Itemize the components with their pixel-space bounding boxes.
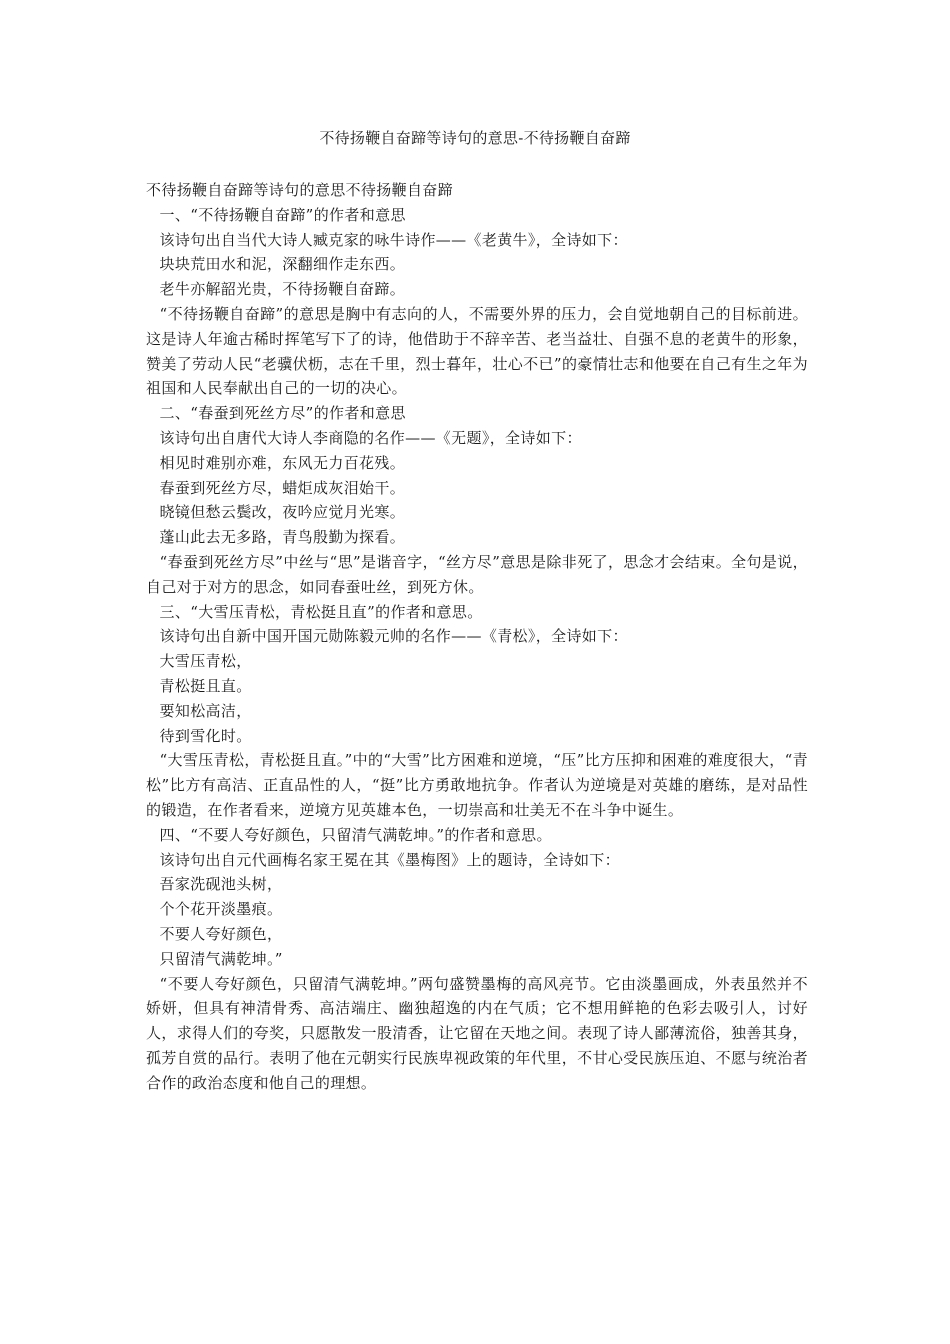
section-explanation: “不要人夸好颜色，只留清气满乾坤。”两句盛赞墨梅的高风亮节。它由淡墨画成，外表虽然并不娇妍，但具有神清骨秀、高洁端庄、幽独超逸的内在气质；它不想用鲜艳的色彩去吸引人，讨好人，求得人们的夸奖，只愿散发一股清香，让它留在天地之间。表现了诗人鄙薄流俗，独善其身，孤芳自赏的品行。表明了他在元朝实行民族卑视政策的年代里，不甘心受民族压迫、不愿与统治者合作的政治态度和他自己的理想。	[146, 974, 808, 1092]
poem-line: 要知松高洁，	[159, 701, 252, 720]
section-intro: 该诗句出自唐代大诗人李商隐的名作——《无题》，全诗如下：	[159, 428, 582, 447]
poem-line: 个个花开淡墨痕。	[159, 900, 283, 919]
section-heading: 二、“春蚕到死丝方尽”的作者和意思	[159, 404, 406, 423]
poem-line: 相见时难别亦难，东风无力百花残。	[159, 453, 406, 472]
page-title: 不待扬鞭自奋蹄等诗句的意思-不待扬鞭自奋蹄	[319, 129, 631, 147]
poem-line: 晓镜但愁云鬓改，夜吟应觉月光寒。	[159, 503, 406, 522]
poem-line: 块块荒田水和泥，深翻细作走东西。	[159, 255, 406, 274]
document-subtitle: 不待扬鞭自奋蹄等诗句的意思不待扬鞭自奋蹄	[146, 181, 454, 199]
document-body	[146, 178, 808, 1095]
poem-line: 只留清气满乾坤。”	[159, 949, 283, 968]
poem-line: 不要人夸好颜色，	[159, 924, 283, 943]
section-intro: 该诗句出自当代大诗人臧克家的咏牛诗作——《老黄牛》，全诗如下：	[159, 230, 628, 249]
section-intro: 该诗句出自新中国开国元勋陈毅元帅的名作——《青松》，全诗如下：	[159, 627, 628, 646]
section-intro: 该诗句出自元代画梅名家王冕在其《墨梅图》上的题诗，全诗如下：	[159, 850, 621, 869]
section-heading: 四、“不要人夸好颜色，只留清气满乾坤。”的作者和意思。	[159, 825, 552, 844]
section-heading: 三、“大雪压青松，青松挺且直”的作者和意思。	[159, 602, 483, 621]
poem-line: 青松挺且直。	[159, 676, 252, 695]
poem-line: 春蚕到死丝方尽，蜡炬成灰泪始干。	[159, 478, 406, 497]
poem-line: 老牛亦解韶光贵，不待扬鞭自奋蹄。	[159, 280, 406, 299]
section-explanation: “不待扬鞭自奋蹄”的意思是胸中有志向的人，不需要外界的压力，会自觉地朝自己的目标前进。这是诗人年逾古稀时挥笔写下了的诗，他借助于不辞辛苦、老当益壮、自强不息的老黄牛的形象，赞美了劳动人民“老骥伏枥，志在千里，烈士暮年，壮心不已”的豪情壮志和他要在自己有生之年为祖国和人民奉献出自己的一切的决心。	[146, 304, 808, 398]
poem-line: 待到雪化时。	[159, 726, 252, 745]
poem-line: 吾家洗砚池头树，	[159, 875, 283, 894]
poem-line: 大雪压青松，	[159, 652, 252, 671]
poem-line: 蓬山此去无多路，青鸟殷勤为探看。	[159, 528, 406, 547]
section-explanation: “春蚕到死丝方尽”中丝与“思”是谐音字，“丝方尽”意思是除非死了，思念才会结束。全句是说，自己对于对方的思念，如同春蚕吐丝，到死方休。	[146, 552, 808, 596]
section-explanation: “大雪压青松，青松挺且直。”中的“大雪”比方困难和逆境，“压”比方压抑和困难的难度很大，“青松”比方有高洁、正直品性的人，“挺”比方勇敢地抗争。作者认为逆境是对英雄的磨练，是对品性的锻造，在作者看来，逆境方见英雄本色，一切崇高和壮美无不在斗争中诞生。	[146, 751, 808, 819]
section-heading: 一、“不待扬鞭自奋蹄”的作者和意思	[159, 205, 406, 224]
